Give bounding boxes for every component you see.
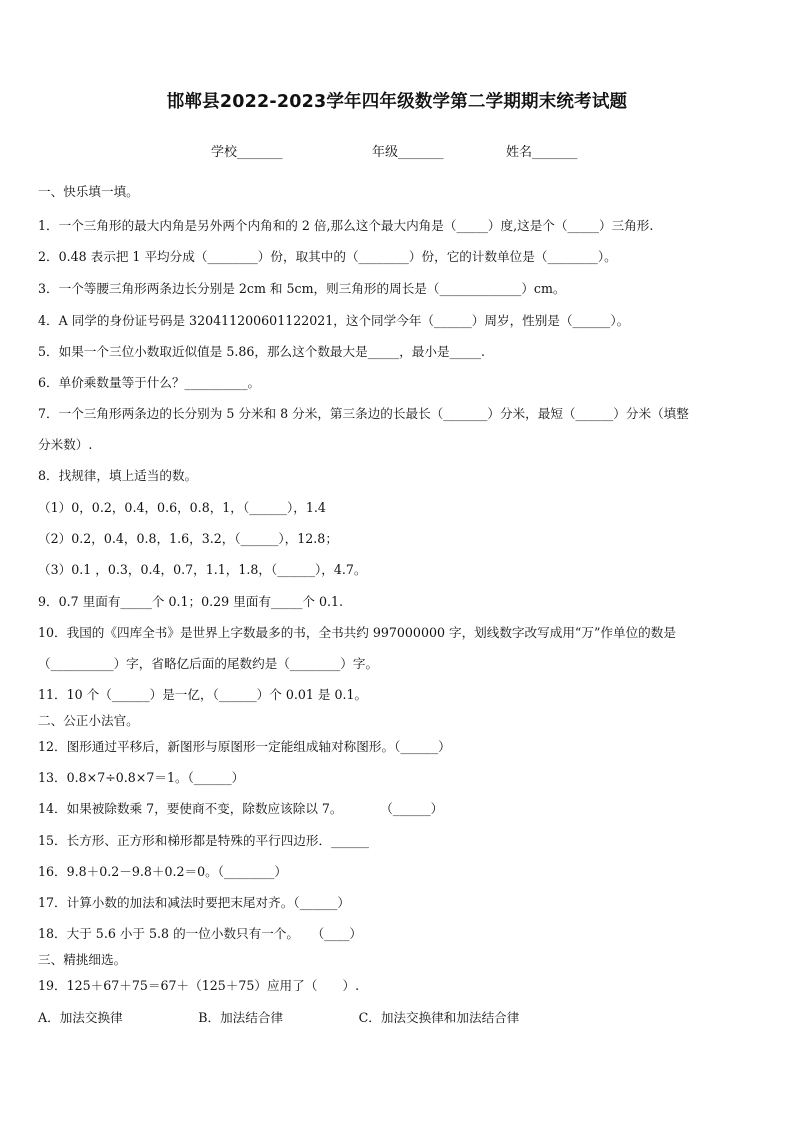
question-10-cont: （__________）字，省略亿后面的尾数约是（________）字。 bbox=[38, 656, 379, 671]
question-11: 11．10 个（______）是一亿，（______）个 0.01 是 0.1。 bbox=[38, 687, 368, 702]
question-5: 5．如果一个三位小数取近似值是 5.86，那么这个数最大是_____，最小是_____. bbox=[38, 344, 486, 359]
question-8: 8．找规律，填上适当的数。 bbox=[38, 468, 198, 483]
school-field: 学校_______ bbox=[211, 145, 283, 160]
question-13: 13．0.8×7÷0.8×7＝1。（______） bbox=[38, 770, 245, 785]
question-18: 18．大于 5.6 小于 5.8 的一位小数只有一个。 （____） bbox=[38, 926, 362, 941]
exam-title: 邯郸县2022-2023学年四年级数学第二学期期末统考试题 bbox=[166, 92, 628, 112]
section-heading-2: 二、公正小法官。 bbox=[38, 713, 139, 728]
question-8-part-3: （3）0.1 ，0.3，0.4，0.7，1.1，1.8，（______），4.7。 bbox=[38, 562, 367, 577]
name-field: 姓名_______ bbox=[506, 145, 578, 160]
question-8-part-2: （2）0.2，0.4，0.8，1.6，3.2，（______），12.8； bbox=[38, 531, 338, 546]
question-2: 2．0.48 表示把 1 平均分成（________）份，取其中的（________）份，它的计数单位是（________）。 bbox=[38, 249, 617, 264]
question-9: 9．0.7 里面有_____个 0.1；0.29 里面有_____个 0.1. bbox=[38, 594, 344, 609]
question-1: 1．一个三角形的最大内角是另外两个内角和的 2 倍,那么这个最大内角是（_____）度,这是个（_____）三角形. bbox=[38, 218, 654, 233]
question-15: 15．长方形、正方形和梯形都是特殊的平行四边形．______ bbox=[38, 833, 369, 848]
question-17: 17．计算小数的加法和减法时要把末尾对齐。（______） bbox=[38, 895, 350, 910]
question-19: 19．125＋67＋75＝67＋（125＋75）应用了（ ）. bbox=[38, 978, 360, 993]
question-4: 4．A 同学的身份证号码是 320411200601122021，这个同学今年（______）周岁，性别是（______）。 bbox=[38, 313, 630, 328]
section-heading-1: 一、快乐填一填。 bbox=[38, 184, 139, 199]
question-7: 7．一个三角形两条边的长分别为 5 分米和 8 分米，第三条边的长最长（_______）分米，最短（______）分米（填整 bbox=[38, 406, 689, 421]
question-3: 3．一个等腰三角形两条边长分别是 2cm 和 5cm，则三角形的周长是（_____________）cm。 bbox=[38, 281, 566, 296]
question-6: 6．单价乘数量等于什么？__________。 bbox=[38, 375, 261, 390]
grade-field: 年级_______ bbox=[372, 145, 444, 160]
question-8-part-1: （1）0，0.2，0.4，0.6，0.8，1，（______），1.4 bbox=[38, 500, 326, 515]
question-14: 14．如果被除数乘 7，要使商不变，除数应该除以 7。 （______） bbox=[38, 801, 444, 816]
question-12: 12．图形通过平移后，新图形与原图形一定能组成轴对称图形。（______） bbox=[38, 739, 451, 754]
question-7-cont: 分米数）. bbox=[38, 437, 93, 452]
section-heading-3: 三、精挑细选。 bbox=[38, 952, 127, 967]
question-16: 16．9.8＋0.2－9.8＋0.2＝0。（________） bbox=[38, 864, 287, 879]
question-19-options: A．加法交换律 B．加法结合律 C．加法交换律和加法结合律 bbox=[38, 1010, 520, 1025]
question-10: 10．我国的《四库全书》是世界上字数最多的书，全书共约 997000000 字，划线数字改写成用“万”作单位的数是 bbox=[38, 625, 676, 640]
